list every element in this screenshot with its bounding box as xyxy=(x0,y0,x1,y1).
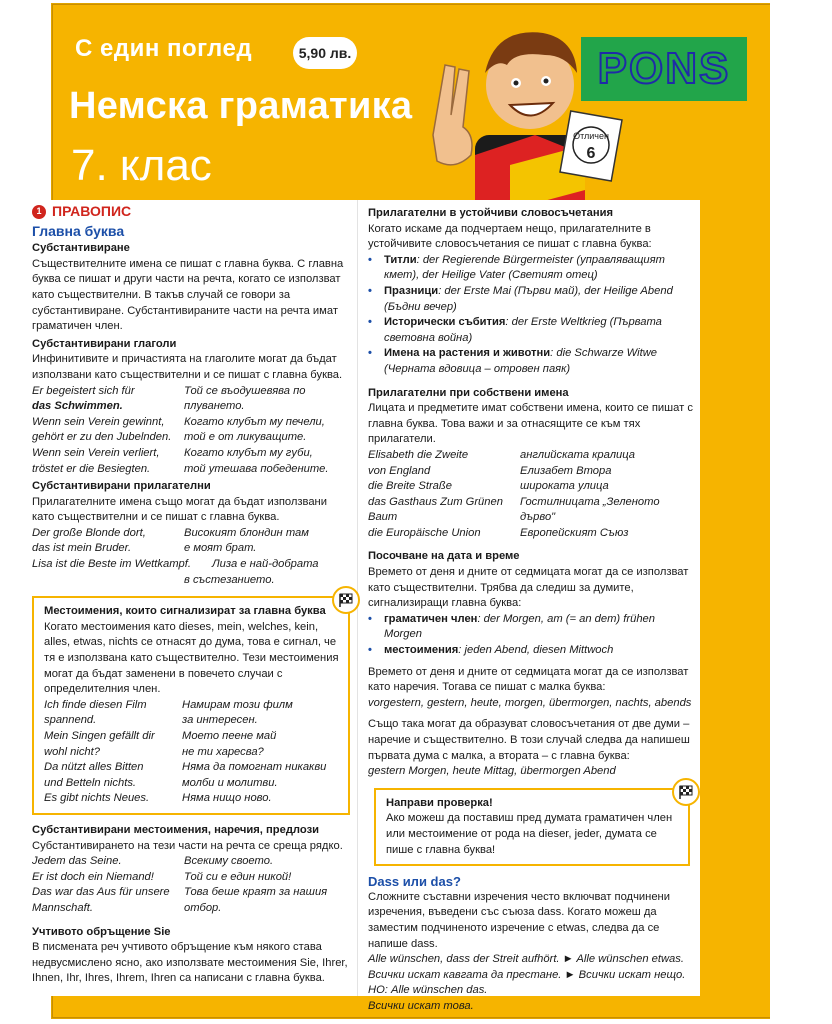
check-heading: Направи проверка! xyxy=(386,796,493,809)
bullet-label: граматичен член xyxy=(384,612,478,625)
example-de xyxy=(32,573,184,589)
combo-examples: gestern Morgen, heute Mittag, übermorgen Abend xyxy=(368,765,616,778)
logo-text: PONS xyxy=(597,44,731,93)
adj-heading: Субстантивирани прилагателни xyxy=(32,480,211,493)
list-item xyxy=(368,284,694,315)
dass-heading: Dass или das? xyxy=(368,874,461,890)
list-item xyxy=(368,253,694,284)
example-row xyxy=(368,495,694,511)
example-bg: за интересен. xyxy=(182,714,258,727)
example-bg: Гостилницата „Зеленото xyxy=(520,495,660,508)
pronoun-signal-box xyxy=(32,596,350,815)
example-de: Mein Singen gefällt dir xyxy=(44,730,155,742)
example-bg: английската кралица xyxy=(520,448,636,461)
badge-top-text: Отличен xyxy=(573,131,609,141)
bullet-text: : der Regierende Bürgermeister (управляващият кмет), der Heilige Vater (Светият отец) xyxy=(384,253,665,282)
capital-heading: Главна буква xyxy=(32,222,125,239)
example-row xyxy=(368,526,694,542)
box-heading: Местоимения, които сигнализират за главна буква xyxy=(44,605,326,618)
example-row xyxy=(32,415,350,431)
example-de: Wenn sein Verein verliert, xyxy=(32,446,160,459)
dass-example-1: Alle wünschen, dass der Streit aufhört. ► Alle wünschen etwas. xyxy=(368,953,684,966)
pron-text: Субстантивирането на тези части на речта се среща рядко. xyxy=(32,839,343,852)
example-bg: Високият блондин там xyxy=(184,526,309,539)
bullet-icon: • xyxy=(368,347,372,360)
proper-heading: Прилагателни при собствени имена xyxy=(368,386,569,399)
book-title: Немска граматика xyxy=(69,85,413,127)
example-bg: Моето пеене май xyxy=(182,730,277,742)
example-de: das ist mein Bruder. xyxy=(32,542,132,555)
bullet-label: Празници xyxy=(384,284,439,297)
example-row xyxy=(32,870,350,886)
example-row xyxy=(44,745,340,761)
subst-text: Съществителните имена се пишат с главна буква. С главна буква се пишат и други части на речта, когато се използват като съществителни. В такъв случай се говори за субстантивиране. Субстантивираните части на речта имат граматичен член. xyxy=(32,257,344,333)
example-row xyxy=(32,430,350,446)
example-row xyxy=(44,713,340,729)
bullet-text: : die Schwarze Witwe (Черната вдовица – отровен паяк) xyxy=(384,347,658,375)
example-bg: Европейският Съюз xyxy=(520,526,629,539)
example-de: Jedem das Seine. xyxy=(32,855,122,868)
example-row xyxy=(368,464,694,480)
verbs-text: Инфинитивите и причастията на глаголите могат да бъдат използвани като съществителни и се пишат с главна буква. xyxy=(32,353,343,381)
example-de: und Betteln nichts. xyxy=(44,776,137,789)
bullet-text: : der Erste Weltkrieg (Първата световна война) xyxy=(384,316,662,344)
section-title: ПРАВОПИС xyxy=(52,203,132,219)
example-row xyxy=(32,541,350,557)
example-row xyxy=(32,854,350,870)
proper-examples xyxy=(368,448,694,542)
example-row xyxy=(32,885,350,901)
example-de: Er begeistert sich für xyxy=(32,384,135,397)
example-de: das Schwimmen. xyxy=(32,400,123,413)
example-de: Elisabeth die Zweite xyxy=(368,448,469,461)
example-row xyxy=(44,729,340,745)
example-bg: той утешава победените. xyxy=(184,462,329,475)
dass-example-3: НО: Alle wünschen das. xyxy=(368,984,488,997)
dass-example-4: Всички искат това. xyxy=(368,999,474,1012)
spacer xyxy=(368,378,694,384)
example-bg: Елизабет Втора xyxy=(520,464,612,477)
bullet-label: местоимения xyxy=(384,644,459,657)
list-item xyxy=(368,346,694,377)
bullet-icon: • xyxy=(368,316,372,329)
verbs-examples xyxy=(32,384,350,478)
example-bg: той е от ликуващите. xyxy=(184,431,307,444)
example-row xyxy=(32,462,350,478)
checkered-flag-icon xyxy=(672,778,700,806)
pron-examples xyxy=(32,854,350,916)
adj-examples xyxy=(32,526,350,588)
mascot-illustration xyxy=(415,15,625,215)
example-row xyxy=(44,791,340,807)
example-row xyxy=(32,446,350,462)
spacer xyxy=(368,541,694,547)
date-text: Времето от деня и дните от седмицата могат да се използват като съществителни. Трябва да следиш за думите, сигнализиращи главна буква: xyxy=(368,566,689,610)
example-row xyxy=(32,901,350,917)
example-bg: не ти харесва? xyxy=(182,745,264,758)
subst-heading: Субстантивиране xyxy=(32,242,130,255)
bullet-text: : der Morgen, am (= an dem) frühen Morgen xyxy=(384,612,655,641)
proper-text: Лицата и предметите имат собствени имена, които се пишат с главна буква. Това важи и за отнасящите се към тях прилагатели. xyxy=(368,402,693,446)
example-bg: плуването. xyxy=(184,400,245,413)
example-de: Er ist doch ein Niemand! xyxy=(32,870,154,883)
price-badge: 5,90 лв. xyxy=(293,37,357,69)
bullet-label: Имена на растения и животни xyxy=(384,347,551,360)
right-column xyxy=(368,204,694,1015)
bullet-text: : jeden Abend, diesen Mittwoch xyxy=(458,644,614,657)
example-de: wohl nicht? xyxy=(44,745,100,758)
example-de: gehört er zu den Jubelnden. xyxy=(32,431,172,444)
check-text: Ако можеш да поставиш пред думата граматичен член или местоимение от рода на dieser, jeder, думата се пише с главна буква! xyxy=(386,812,673,856)
fixed-heading: Прилагателни в устойчиви словосъчетания xyxy=(368,207,614,219)
example-bg: Намирам този филм xyxy=(182,698,293,711)
example-de: tröstet er die Besiegten. xyxy=(32,462,151,475)
example-de: Mannschaft. xyxy=(32,901,93,914)
example-bg: Това беше краят за нашия xyxy=(184,886,328,899)
example-de: Wenn sein Verein gewinnt, xyxy=(32,415,165,428)
example-row xyxy=(32,557,350,573)
section-number-icon: 1 xyxy=(32,205,46,219)
check-box xyxy=(374,788,690,866)
bullet-icon: • xyxy=(368,612,372,625)
dass-example-2: Всички искат кавгата да престане. ► Всички искат нещо. xyxy=(368,968,686,981)
badge-grade-number: 6 xyxy=(586,145,596,162)
example-bg: в състезанието. xyxy=(184,573,275,586)
example-bg: Няма да помогнат никакви xyxy=(182,761,327,774)
list-item xyxy=(368,315,694,346)
example-row xyxy=(44,760,340,776)
example-row xyxy=(32,384,350,400)
example-de: spannend. xyxy=(44,714,97,727)
box-text: Когато местоимения като dieses, mein, welches, kein, alles, etwas, nichts се отнасят до дума, това е сигнал, че тя е използвана като съществително. Тези местоимения могат да бъдат заменени в повечето случаи с определителния член. xyxy=(44,620,339,696)
spacer xyxy=(32,917,350,923)
left-column xyxy=(32,204,350,987)
example-row xyxy=(368,510,694,526)
example-de: Es gibt nichts Neues. xyxy=(44,792,150,805)
example-bg: Няма нищо ново. xyxy=(182,792,272,805)
example-de: Das war das Aus für unsere xyxy=(32,886,170,899)
example-row xyxy=(32,526,350,542)
dass-text: Сложните съставни изречения често включват подчинени изречения, въведени със съюза dass. Когато можеш да заместим подчиненото изречение с etwas, следва да се напише dass. xyxy=(368,890,670,950)
example-bg: е моят брат. xyxy=(184,542,257,555)
list-item xyxy=(368,612,694,643)
date-heading: Посочване на дата и време xyxy=(368,550,520,563)
page-margin xyxy=(770,0,832,1024)
example-row xyxy=(368,479,694,495)
example-bg: Когато клубът му печели, xyxy=(184,415,325,428)
example-bg: Той си е един никой! xyxy=(184,870,292,883)
bullet-label: Исторически събития xyxy=(384,316,506,329)
bullet-icon: • xyxy=(368,284,372,297)
fixed-text: Когато искаме да подчертаем нещо, прилагателните в устойчивите словосъчетания се пишат с главна буква: xyxy=(368,222,652,251)
verbs-heading: Субстантивирани глаголи xyxy=(32,337,177,350)
example-row xyxy=(32,573,350,589)
bullet-icon: • xyxy=(368,644,372,657)
example-bg: Когато клубът му губи, xyxy=(184,446,313,459)
example-de: Lisa ist die Beste im Wettkampf. xyxy=(32,558,191,571)
example-bg: Всекиму своето. xyxy=(184,855,274,868)
example-de: Da nützt alles Bitten xyxy=(44,761,144,774)
adv-text: Времето от деня и дните от седмицата могат да се използват като наречия. Тогава се пишат с малка буква: xyxy=(368,665,689,694)
example-bg: дърво" xyxy=(520,511,556,524)
sie-heading: Учтивото обръщение Sie xyxy=(32,925,171,938)
example-de: Ich finde diesen Film xyxy=(44,698,147,711)
pron-heading: Субстантивирани местоимения, наречия, предлози xyxy=(32,823,320,836)
bullet-icon: • xyxy=(368,253,372,266)
example-row xyxy=(368,448,694,464)
example-bg: широката улица xyxy=(520,480,609,493)
example-bg: Лиза е най-добрата xyxy=(212,558,319,571)
sie-text: В писмената реч учтивото обръщение към някого става недвусмислено ясно, ако използвате местоимения Sie, Ihrer, Ihnen, Ihr, Ihres, Ihrem, Ihren са написани с главна буква. xyxy=(32,941,348,985)
adv-examples: vorgestern, gestern, heute, morgen, übermorgen, nachts, abends xyxy=(368,696,692,709)
list-item xyxy=(368,643,694,659)
example-row xyxy=(32,399,350,415)
bullet-text: : der Erste Mai (Първи май), der Heilige Abend (Бъдни вечер) xyxy=(384,284,673,313)
example-row xyxy=(44,698,340,714)
example-row xyxy=(44,776,340,792)
example-de: die Europäische Union xyxy=(368,526,481,539)
bullet-label: Титли xyxy=(384,253,417,266)
example-de: Baum xyxy=(368,511,398,524)
adj-text: Прилагателните имена също могат да бъдат използвани като съществителни и се пишат с главна буква. xyxy=(32,495,327,524)
box-examples xyxy=(44,698,340,807)
example-de: das Gasthaus Zum Grünen xyxy=(368,495,503,508)
combo-text: Също така могат да образуват словосъчетания от две думи – наречие и съществително. В този случай следва да напишеш първата дума с малка, а втората – с главна буква: xyxy=(368,718,690,762)
example-bg: Той се въодушевява по xyxy=(184,384,306,397)
example-de: Der große Blonde dort, xyxy=(32,526,146,539)
example-bg: отбор. xyxy=(184,901,222,914)
section-heading xyxy=(32,204,350,220)
example-bg: молби и молитви. xyxy=(182,776,278,789)
example-de: die Breite Straße xyxy=(368,480,452,493)
example-de: von England xyxy=(368,464,431,477)
grade-label: 7. клас xyxy=(71,141,212,190)
series-title: С един поглед xyxy=(75,35,253,62)
